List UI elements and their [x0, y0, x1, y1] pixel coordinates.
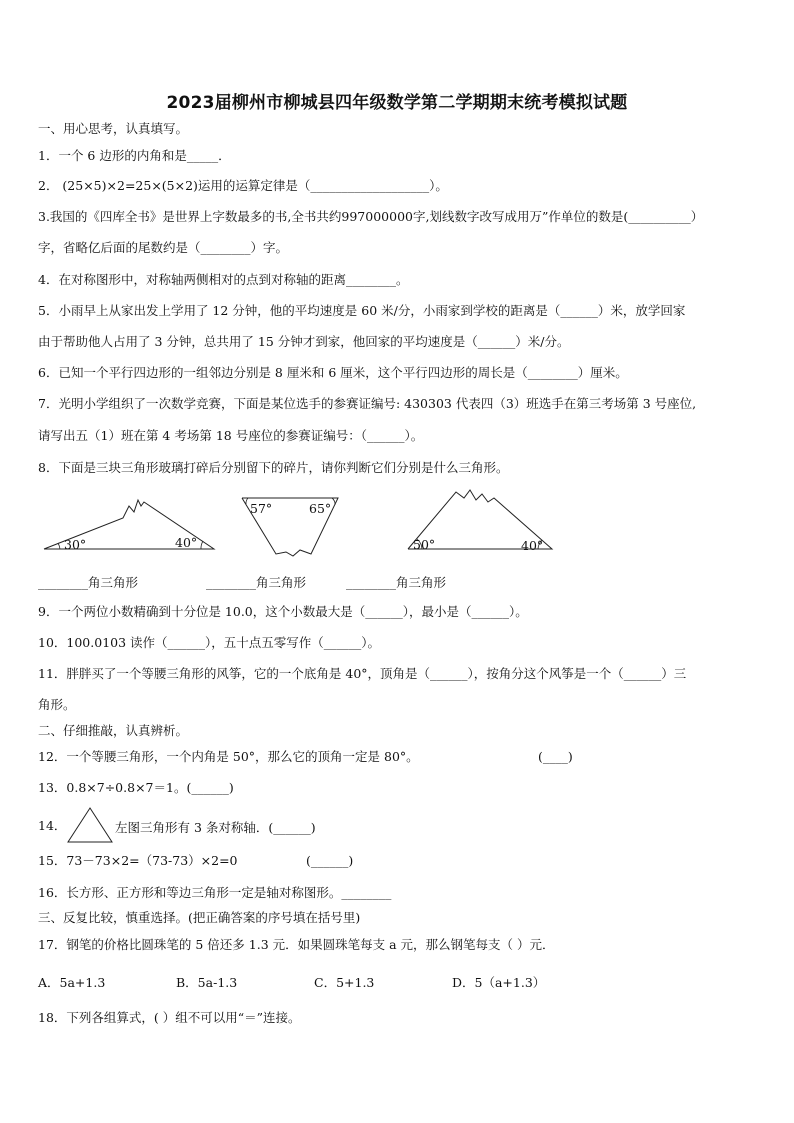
- question-6: 6．已知一个平行四边形的一组邻边分别是 8 厘米和 6 厘米，这个平行四边形的周长是（________）厘米。: [38, 365, 628, 380]
- triangle-1-answer: ________角三角形: [38, 575, 139, 590]
- question-9: 9．一个两位小数精确到十分位是 10.0，这个小数最大是（______），最小是（______）。: [38, 604, 528, 619]
- equilateral-triangle-figure: [66, 805, 114, 845]
- question-17-option-c: C．5+1.3: [314, 975, 375, 990]
- question-18: 18．下列各组算式，( ）组不可以用“＝”连接。: [38, 1010, 301, 1025]
- triangle-1-angle-a: 30°: [64, 537, 87, 552]
- page-title: 2023届柳州市柳城县四年级数学第二学期期末统考模拟试题: [166, 93, 628, 113]
- question-10: 10．100.0103 读作（______），五十点五零写作（______）。: [38, 635, 381, 650]
- question-17-option-a: A．5a+1.3: [38, 975, 106, 990]
- question-15-answer: (______): [306, 853, 354, 868]
- question-17: 17．钢笔的价格比圆珠笔的 5 倍还多 1.3 元．如果圆珠笔每支 a 元，那么钢笔每支（ ）元．: [38, 937, 555, 952]
- triangle-3-angle-a: 50°: [413, 537, 436, 552]
- question-7-line-1: 7．光明小学组织了一次数学竞赛，下面是某位选手的参赛证编号: 430303 代表四（3）班选手在第三考场第 3 号座位,: [38, 396, 697, 411]
- question-16: 16．长方形、正方形和等边三角形一定是轴对称图形。________: [38, 885, 392, 900]
- question-13: 13．0.8×7÷0.8×7＝1。(______): [38, 780, 234, 795]
- question-3-line-2: 字，省略亿后面的尾数约是（________）字。: [38, 240, 289, 255]
- section-1-heading: 一、用心思考，认真填写。: [38, 121, 189, 136]
- triangle-3-answer: ________角三角形: [346, 575, 447, 590]
- question-14-number: 14．: [38, 818, 67, 833]
- question-1: 1．一个 6 边形的内角和是_____．: [38, 148, 231, 163]
- question-5-line-2: 由于帮助他人占用了 3 分钟，总共用了 15 分钟才到家，他回家的平均速度是（______）米/分。: [38, 334, 570, 349]
- section-2-heading: 二、仔细推敲，认真辨析。: [38, 723, 189, 738]
- question-11-line-2: 角形。: [38, 697, 76, 712]
- question-12-answer: (____): [538, 749, 573, 764]
- question-12: 12．一个等腰三角形，一个内角是 50°，那么它的顶角一定是 80°。: [38, 749, 419, 764]
- question-8: 8．下面是三块三角形玻璃打碎后分别留下的碎片，请你判断它们分别是什么三角形。: [38, 460, 509, 475]
- triangle-2-answer: ________角三角形: [206, 575, 307, 590]
- triangle-3-angle-b: 40°: [521, 538, 544, 553]
- section-3-heading: 三、反复比较，慎重选择。(把正确答案的序号填在括号里): [38, 910, 361, 925]
- question-11-line-1: 11．胖胖买了一个等腰三角形的风筝，它的一个底角是 40°，顶角是（______），按角分这个风筝是一个（______）三: [38, 666, 687, 681]
- triangle-2-angle-b: 65°: [309, 501, 332, 516]
- triangle-1-angle-b: 40°: [175, 535, 198, 550]
- question-4: 4．在对称图形中，对称轴两侧相对的点到对称轴的距离________。: [38, 272, 409, 287]
- question-15: 15．73－73×2=（73-73）×2=0: [38, 853, 238, 868]
- question-7-line-2: 请写出五（1）班在第 4 考场第 18 号座位的参赛证编号：（______）。: [38, 428, 424, 443]
- question-14: 左图三角形有 3 条对称轴．(______): [115, 820, 316, 835]
- triangle-2-angle-a: 57°: [250, 501, 273, 516]
- question-5-line-1: 5．小雨早上从家出发上学用了 12 分钟，他的平均速度是 60 米/分，小雨家到学校的距离是（______）米，放学回家: [38, 303, 686, 318]
- question-17-option-d: D．5（a+1.3）: [452, 975, 546, 990]
- question-2: 2． (25×5)×2=25×(5×2)运用的运算定律是（___________________）。: [38, 178, 448, 193]
- question-17-option-b: B．5a-1.3: [176, 975, 238, 990]
- question-3-line-1: 3.我国的《四库全书》是世界上字数最多的书,全书共约997000000字,划线数字改写成用万”作单位的数是(__________）: [38, 209, 704, 224]
